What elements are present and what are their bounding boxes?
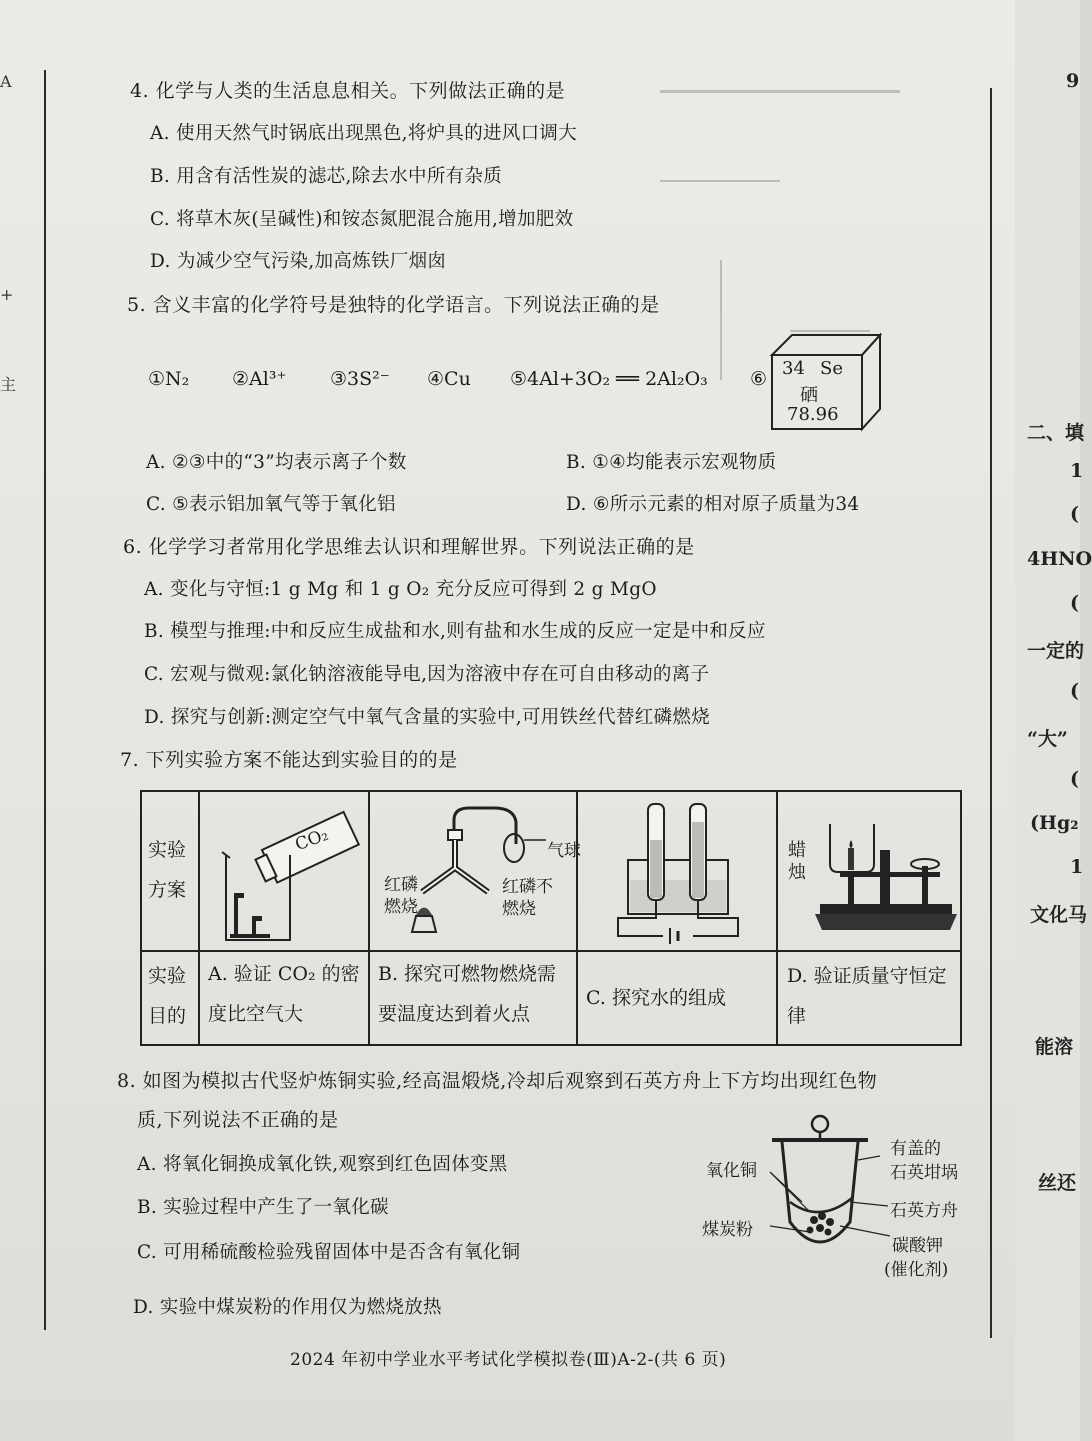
- q7-purpose-c: C. 探究水的组成: [586, 987, 726, 1009]
- strip-text: 1: [1070, 460, 1084, 482]
- crucible-leader-lines: [740, 1150, 900, 1260]
- q6-option-c: C. 宏观与微观:氯化钠溶液能导电,因为溶液中存在可自由移动的离子: [144, 664, 710, 685]
- coal-powder-label: 煤炭粉: [702, 1220, 753, 1240]
- element-name: 硒: [800, 385, 818, 406]
- strip-text: (: [1070, 680, 1079, 702]
- element-symbol: Se: [820, 358, 843, 379]
- q7-purpose-d: D. 验证质量守恒定律: [787, 965, 947, 1027]
- phosphorus-no-burn-label: 红磷不燃烧: [502, 877, 553, 919]
- strip-text: 能溶: [1035, 1036, 1074, 1058]
- q5-symbol-4: ④Cu: [427, 368, 471, 390]
- strip-text: 丝还: [1038, 1172, 1077, 1194]
- table-divider: [576, 792, 578, 1044]
- q7-purpose-b: B. 探究可燃物燃烧需要温度达到着火点: [378, 963, 557, 1025]
- q7-stem: 7. 下列实验方案不能达到实验目的的是: [120, 749, 458, 771]
- q5-symbol-2: ②Al³⁺: [232, 368, 287, 390]
- q5-stem: 5. 含义丰富的化学符号是独特的化学语言。下列说法正确的是: [127, 294, 660, 316]
- q8-stem-line2: 质,下列说法不正确的是: [137, 1109, 339, 1131]
- adjacent-page-strip: [1015, 0, 1080, 1441]
- copper-oxide-label: 氧化铜: [706, 1161, 757, 1181]
- strip-text: (: [1070, 503, 1079, 525]
- phosphorus-burns-label: 红磷燃烧: [384, 875, 418, 917]
- strip-text: 4HNO: [1027, 548, 1092, 570]
- table-divider: [368, 792, 370, 1044]
- row-header-scheme: 实验方案: [148, 839, 187, 901]
- q8-stem-line1: 8. 如图为模拟古代竖炉炼铜实验,经高温煅烧,冷却后观察到石英方舟上下方均出现红色物: [117, 1070, 878, 1092]
- strip-text: (: [1070, 592, 1079, 614]
- crucible-label-2: 石英坩埚: [890, 1163, 958, 1183]
- catalyst-label: (催化剂): [884, 1260, 949, 1280]
- table-divider: [776, 792, 778, 1044]
- q5-symbol-6: ⑥: [750, 368, 768, 390]
- strip-section-title: 二、填: [1027, 422, 1085, 444]
- balloon-label: 气球: [547, 841, 581, 861]
- page-footer: 2024 年初中学业水平考试化学模拟卷(Ⅲ)A-2-(共 6 页): [290, 1350, 727, 1370]
- q8-option-d: D. 实验中煤炭粉的作用仅为燃烧放热: [133, 1297, 442, 1318]
- q8-option-a: A. 将氧化铜换成氧化铁,观察到红色固体变黑: [137, 1154, 508, 1175]
- balance-diagram: [810, 804, 960, 944]
- electrolysis-diagram: [608, 800, 758, 945]
- q5-symbol-5: ⑤4Al+3O₂ ══ 2Al₂O₃: [510, 368, 708, 390]
- q4-option-a: A. 使用天然气时锅底出现黑色,将炉具的进风口调大: [150, 123, 578, 144]
- strip-text: “大”: [1027, 728, 1068, 750]
- co2-bottle-label: CO₂: [292, 824, 332, 856]
- q5-option-c: C. ⑤表示铝加氧气等于氧化铝: [146, 494, 396, 515]
- q5-option-b: B. ①④均能表示宏观物质: [566, 452, 777, 473]
- left-edge-mark: A: [0, 72, 12, 91]
- q5-symbol-3: ③3S²⁻: [330, 368, 390, 390]
- potassium-carbonate-label: 碳酸钾: [892, 1236, 943, 1256]
- strip-page-number: 9: [1066, 70, 1080, 92]
- quartz-boat-label: 石英方舟: [890, 1201, 958, 1221]
- q8-option-c: C. 可用稀硫酸检验残留固体中是否含有氧化铜: [137, 1242, 521, 1263]
- q6-option-a: A. 变化与守恒:1 g Mg 和 1 g O₂ 充分反应可得到 2 g MgO: [144, 579, 657, 600]
- left-edge-mark: +: [0, 285, 14, 304]
- q5-option-d: D. ⑥所示元素的相对原子质量为34: [566, 494, 860, 515]
- strip-text: (: [1070, 768, 1079, 790]
- q5-option-a: A. ②③中的“3”均表示离子个数: [146, 452, 407, 473]
- q7-purpose-a: A. 验证 CO₂ 的密度比空气大: [208, 963, 360, 1025]
- q6-option-b: B. 模型与推理:中和反应生成盐和水,则有盐和水生成的反应一定是中和反应: [144, 621, 766, 642]
- q4-option-b: B. 用含有活性炭的滤芯,除去水中所有杂质: [150, 166, 503, 187]
- q4-option-d: D. 为减少空气污染,加高炼铁厂烟囱: [150, 251, 447, 272]
- left-edge-mark: 主: [0, 375, 17, 394]
- q4-option-c: C. 将草木灰(呈碱性)和铵态氮肥混合施用,增加肥效: [150, 209, 574, 230]
- q8-option-b: B. 实验过程中产生了一氧化碳: [137, 1197, 389, 1218]
- crucible-label-1: 有盖的: [890, 1139, 941, 1159]
- q6-stem: 6. 化学学习者常用化学思维去认识和理解世界。下列说法正确的是: [123, 536, 695, 558]
- q4-stem: 4. 化学与人类的生活息息相关。下列做法正确的是: [130, 80, 566, 102]
- element-atomic-mass: 78.96: [787, 404, 839, 425]
- strip-text: (Hg₂: [1030, 812, 1079, 834]
- row-header-purpose: 实验目的: [148, 965, 187, 1027]
- table-divider: [198, 792, 200, 1044]
- y-tube-diagram: [374, 800, 574, 945]
- experiment-table: [140, 790, 962, 1046]
- right-margin-rule: [990, 88, 992, 1338]
- left-margin-rule: [44, 70, 46, 1330]
- element-atomic-number: 34: [782, 358, 805, 379]
- strip-text: 文化马: [1030, 904, 1088, 926]
- candle-label: 蜡烛: [788, 840, 806, 883]
- q5-symbol-1: ①N₂: [148, 368, 190, 390]
- strip-text: 1: [1070, 856, 1084, 878]
- co2-beaker-diagram: [212, 800, 362, 945]
- table-divider: [142, 950, 960, 952]
- q6-option-d: D. 探究与创新:测定空气中氧气含量的实验中,可用铁丝代替红磷燃烧: [144, 707, 710, 728]
- strip-text: 一定的: [1027, 640, 1085, 662]
